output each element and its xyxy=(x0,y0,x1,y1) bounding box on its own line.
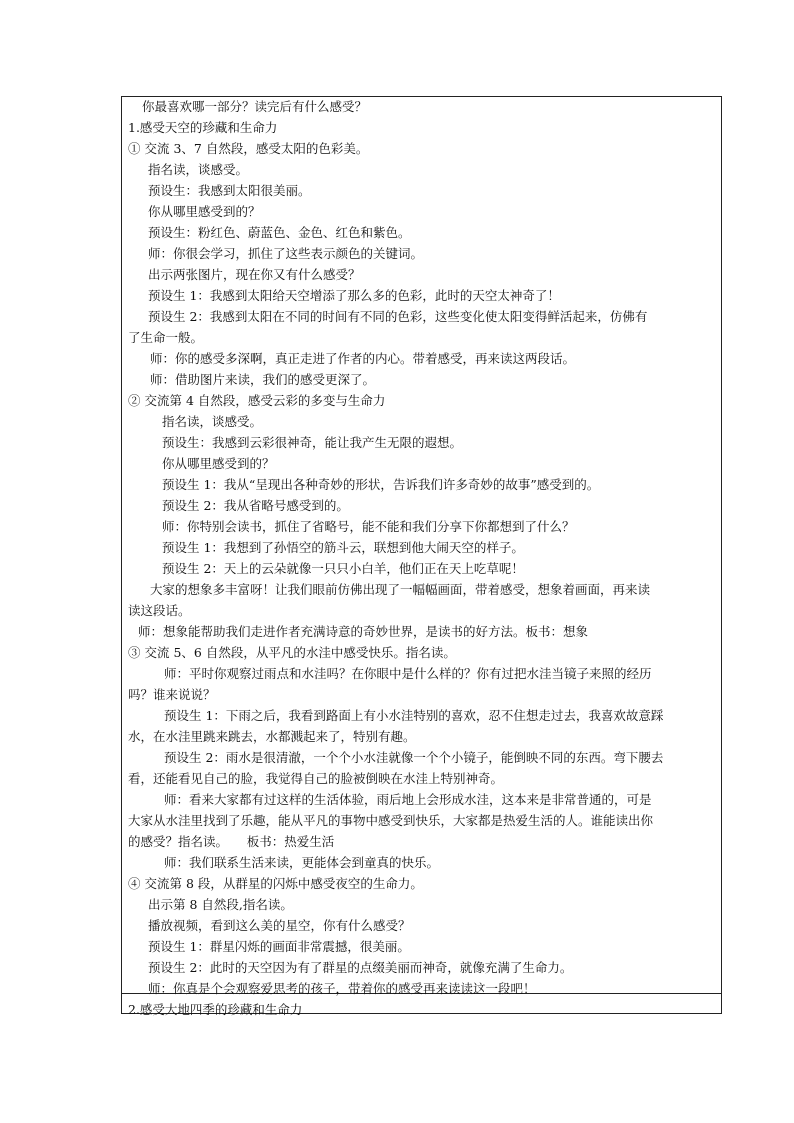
text-line: 师：平时你观察过雨点和水洼吗？在你眼中是什么样的？你有过把水洼当镜子来照的经历 xyxy=(164,666,652,681)
text-line: 预设生 1：我从“呈现出各种奇妙的形状，告诉我们许多奇妙的故事”感受到的。 xyxy=(162,477,600,492)
text-line: 指名读，谈感受。 xyxy=(162,414,263,429)
text-line: 预设生 2：雨水是很清澈，一个个小水洼就像一个个小镜子，能倒映不同的东西。弯下腰去 xyxy=(164,750,664,765)
text-line: 预设生：我感到云彩很神奇，能让我产生无限的遐想。 xyxy=(162,435,463,450)
text-line: 预设生 1：下雨之后，我看到路面上有小水洼特别的喜欢，忍不住想走过去，我喜欢故意踩 xyxy=(164,708,664,723)
text-line: 出示第 8 自然段,指名读。 xyxy=(148,897,293,912)
text-line: 2.感受大地四季的珍藏和生命力 xyxy=(128,1002,303,1017)
lesson-plan-table-cell xyxy=(121,96,722,1017)
text-line: 师：想象能帮助我们走进作者充满诗意的奇妙世界，是读书的好方法。板书：想象 xyxy=(138,624,589,639)
text-line: 看，还能看见自己的脸，我觉得自己的脸被倒映在水洼上特别神奇。 xyxy=(128,771,504,786)
text-line: 预设生 2：此时的天空因为有了群星的点缀美丽而神奇，就像充满了生命力。 xyxy=(148,960,573,975)
text-line: 师：你的感受多深啊，真正走进了作者的内心。带着感受，再来读这两段话。 xyxy=(150,351,576,366)
text-line: 你最喜欢哪一部分？读完后有什么感受？ xyxy=(142,99,368,114)
text-line: 了生命一般。 xyxy=(128,330,204,345)
text-line: 师：借助图片来读，我们的感受更深了。 xyxy=(150,372,376,387)
text-line: 预设生：我感到太阳很美丽。 xyxy=(148,183,311,198)
text-line: 你从哪里感受到的？ xyxy=(162,456,275,471)
text-line: 师：你真是个会观察爱思考的孩子，带着你的感受再来读读这一段吧！ xyxy=(148,981,536,996)
text-line: 师：你很会学习，抓住了这些表示颜色的关键词。 xyxy=(148,246,424,261)
text-line: 大家的想象多丰富呀！让我们眼前仿佛出现了一幅幅画面，带着感受，想象着画面，再来读 xyxy=(150,582,651,597)
text-line: 读这段话。 xyxy=(128,603,191,618)
text-line: 预设生 2：我感到太阳在不同的时间有不同的色彩，这些变化使太阳变得鲜活起来，仿佛有 xyxy=(148,309,648,324)
text-line: 吗？谁来说说？ xyxy=(128,687,216,702)
text-line: 预设生 2：我从省略号感受到的。 xyxy=(162,498,349,513)
text-line: 预设生 1：我感到太阳给天空增添了那么多的色彩，此时的天空太神奇了！ xyxy=(148,288,560,303)
text-line: 师：我们联系生活来读，更能体会到童真的快乐。 xyxy=(164,855,440,870)
text-line: 的感受？指名读。 板书：热爱生活 xyxy=(128,834,335,849)
text-line: 预设生 1：群星闪烁的画面非常震撼，很美丽。 xyxy=(148,939,410,954)
text-line: ④ 交流第 8 段，从群星的闪烁中感受夜空的生命力。 xyxy=(128,876,423,891)
text-line: 大家从水洼里找到了乐趣，能从平凡的事物中感受到快乐，大家都是热爱生活的人。谁能读出你 xyxy=(128,813,654,828)
text-line: ③ 交流 5、6 自然段，从平凡的水洼中感受快乐。指名读。 xyxy=(128,645,456,660)
text-line: ① 交流 3、7 自然段，感受太阳的色彩美。 xyxy=(128,141,369,156)
text-line: 指名读，谈感受。 xyxy=(148,162,249,177)
text-line: ② 交流第 4 自然段，感受云彩的多变与生命力 xyxy=(128,393,386,408)
text-line: 预设生：粉红色、蔚蓝色、金色、红色和紫色。 xyxy=(148,225,411,240)
text-line: 1.感受天空的珍藏和生命力 xyxy=(128,120,278,135)
text-line: 师：你特别会读书，抓住了省略号，能不能和我们分享下你都想到了什么？ xyxy=(162,519,575,534)
text-line: 播放视频，看到这么美的星空，你有什么感受？ xyxy=(148,918,411,933)
text-line: 你从哪里感受到的？ xyxy=(148,204,261,219)
text-line: 水，在水洼里跳来跳去，水都溅起来了，特别有趣。 xyxy=(128,729,416,744)
text-line: 师：看来大家都有过这样的生活体验，雨后地上会形成水洼，这本来是非常普通的，可是 xyxy=(164,792,652,807)
text-line: 出示两张图片，现在你又有什么感受？ xyxy=(148,267,361,282)
text-line: 预设生 1：我想到了孙悟空的筋斗云，联想到他大闹天空的样子。 xyxy=(162,540,524,555)
text-line: 预设生 2：天上的云朵就像一只只小白羊，他们正在天上吃草呢！ xyxy=(162,561,524,576)
